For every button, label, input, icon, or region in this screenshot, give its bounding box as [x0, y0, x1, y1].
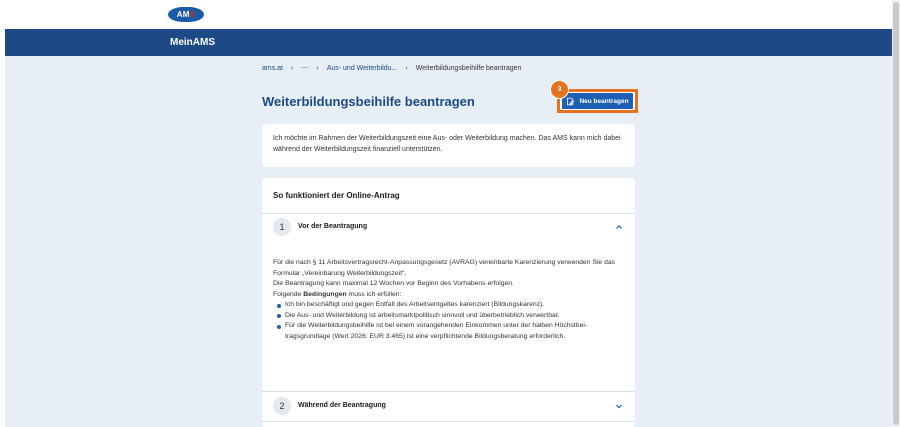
logo-text-main: AM — [176, 10, 190, 19]
new-application-label: Neu beantragen — [579, 97, 629, 105]
breadcrumb-current: Weiterbildungsbeihilfe beantragen — [415, 64, 522, 72]
page-title: Weiterbildungsbeihilfe beantragen — [262, 94, 475, 109]
breadcrumb — [262, 64, 521, 72]
scrollbar-thumb[interactable] — [893, 2, 899, 425]
chevron-right-icon: › — [316, 64, 319, 72]
edit-document-icon — [566, 97, 575, 106]
accordion-title-1: Vor der Beantragung — [298, 223, 368, 230]
new-application-highlight — [557, 89, 638, 113]
intro-text: Ich möchte im Rahmen der Weiterbildungszeit eine Aus- oder Weiterbildung machen. Das AMS kann mich dabei während der Weiterbildungszeit finanziell unterstützen. — [273, 135, 621, 153]
step-badge: 3 — [550, 80, 569, 99]
chevron-up-icon — [614, 222, 624, 232]
accordion-header-2[interactable] — [262, 392, 635, 420]
ams-logo[interactable] — [168, 7, 204, 22]
accordion-paragraph: Für die nach § 11 Arbeitsvertragsrecht-Anpassungsgesetz (AVRAG) vereinbarte Karenzierung verwenden Sie das Formular „Vereinbarung Weiterbildungszeit“. — [273, 259, 616, 277]
faq-heading: So funktioniert der Online-Antrag — [273, 191, 400, 200]
conditions-list — [273, 300, 628, 342]
intro-card — [262, 124, 635, 167]
list-item: Für die Weiterbildungsbeihilfe ist bei einem vorangehenden Einkommen unter der halben Höchstbei-tragsgrundlage (Wert 2026: EUR 3.465) ist eine verpflichtende Bildungsberatung erforderlich. — [273, 321, 628, 342]
top-header — [0, 0, 892, 29]
conditions-line — [273, 290, 628, 301]
chevron-down-icon — [614, 401, 624, 411]
accordion-title-2: Während der Beantragung — [298, 402, 386, 409]
step-number-2: 2 — [273, 397, 291, 415]
conditions-bold: Bedingungen — [303, 290, 347, 298]
accordion-body-1 — [273, 258, 628, 342]
conditions-suffix: muss ich erfüllen: — [346, 290, 402, 298]
faq-card — [262, 178, 635, 427]
new-application-button[interactable] — [562, 93, 633, 109]
list-item: Ich bin beschäftigt und gegen Entfall des Arbeitsentgeltes karenziert (Bildungskarenz). — [273, 300, 628, 311]
breadcrumb-ellipsis[interactable]: ⋯ — [301, 65, 309, 72]
divider — [262, 421, 635, 422]
breadcrumb-parent[interactable]: Aus- und Weiterbildu... — [326, 64, 398, 72]
breadcrumb-home[interactable]: ams.at — [262, 64, 284, 72]
list-item: Die Aus- und Weiterbildung ist arbeitsmarktpolitisch sinnvoll und überbetrieblich verwertbar. — [273, 311, 628, 322]
accordion-paragraph: Die Beantragung kann maximal 12 Wochen vor Beginn des Vorhabens erfolgen. — [273, 280, 514, 287]
accordion-header-1[interactable] — [262, 213, 635, 241]
conditions-prefix: Folgende — [273, 290, 304, 298]
step-number-1: 1 — [273, 218, 291, 236]
logo-text-accent: S — [189, 10, 196, 19]
chevron-right-icon: › — [405, 64, 408, 72]
main-navbar — [5, 29, 892, 56]
navbar-brand[interactable]: MeinAMS — [170, 37, 215, 48]
chevron-right-icon: › — [291, 64, 294, 72]
